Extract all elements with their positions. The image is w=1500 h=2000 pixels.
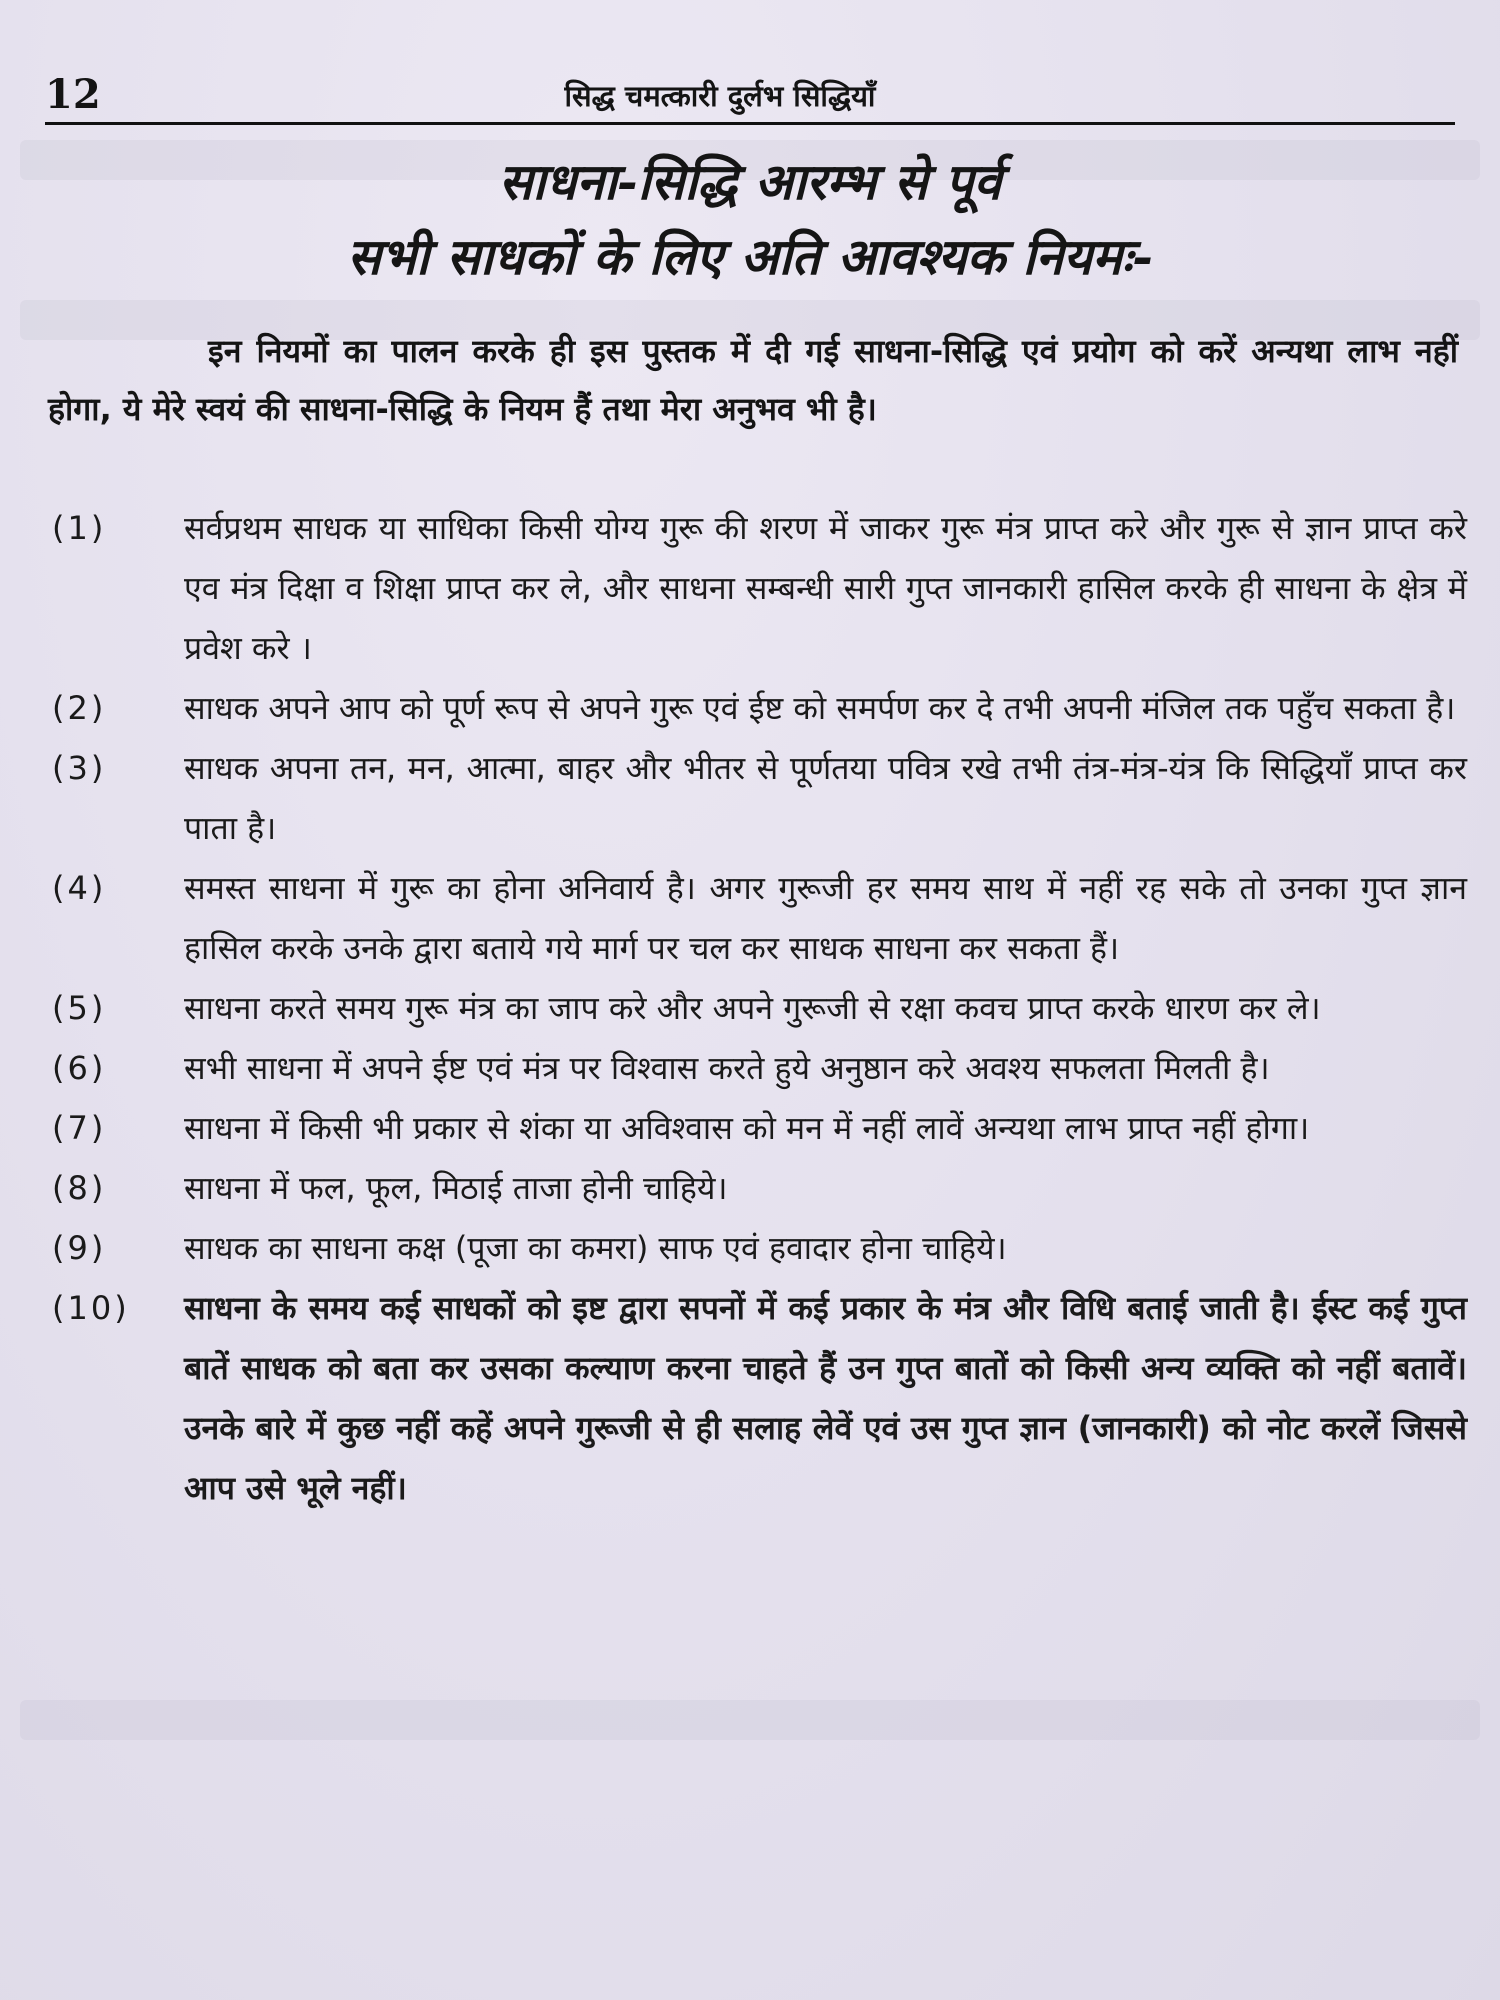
rule-number: (7) [52, 1109, 107, 1147]
rule-item [52, 1098, 1467, 1158]
rule-item [52, 678, 1467, 738]
rule-text: साधक अपने आप को पूर्ण रूप से अपने गुरू एवं ईष्ट को समर्पण कर दे तभी अपनी मंजिल तक पहुँच सकता है। [184, 689, 1456, 727]
rules-list [52, 498, 1467, 1518]
rule-item [52, 1038, 1467, 1098]
page-header [45, 72, 1455, 125]
rule-item [52, 978, 1467, 1038]
rule-text: साधना में फल, फूल, मिठाई ताजा होनी चाहिये। [184, 1169, 728, 1207]
rule-text: सभी साधना में अपने ईष्ट एवं मंत्र पर विश्वास करते हुये अनुष्ठान करे अवश्य सफलता मिलती है। [184, 1049, 1270, 1087]
bleed-through-band [20, 1700, 1480, 1740]
rule-text: साधना के समय कई साधकों को इष्ट द्वारा सपनों में कई प्रकार के मंत्र और विधि बताई जाती है। ईस्ट कई गुप्त बातें साधक को बता कर उसका कल्याण करना चाहते हैं उन गुप्त बातों को किसी अन्य व्यक्ति को नहीं बतावें। उनके बारे में कुछ नहीं कहें अपने गुरूजी से ही सलाह लेवें एवं उस गुप्त ज्ञान (जानकारी) को नोट करलें जिससे आप उसे भूले नहीं। [184, 1289, 1467, 1507]
rule-item [52, 498, 1467, 678]
rule-text: साधक का साधना कक्ष (पूजा का कमरा) साफ एवं हवादार होना चाहिये। [184, 1229, 1007, 1267]
section-heading-line-1: साधना-सिद्धि आरम्भ से पूर्व [498, 152, 1002, 211]
rule-number: (1) [52, 509, 107, 547]
rule-item [52, 1278, 1467, 1518]
rule-item [52, 1158, 1467, 1218]
rule-number: (9) [52, 1229, 107, 1267]
rule-number: (4) [52, 869, 107, 907]
rule-number: (6) [52, 1049, 107, 1087]
rule-number: (10) [52, 1289, 130, 1327]
intro-paragraph: इन नियमों का पालन करके ही इस पुस्तक में दी गई साधना-सिद्धि एवं प्रयोग को करें अन्यथा लाभ नहीं होगा, ये मेरे स्वयं की साधना-सिद्धि के नियम हैं तथा मेरा अनुभव भी है। [48, 332, 1458, 428]
rule-text: साधक अपना तन, मन, आत्मा, बाहर और भीतर से पूर्णतया पवित्र रखे तभी तंत्र-मंत्र-यंत्र कि सिद्धियाँ प्राप्त कर पाता है। [184, 749, 1467, 847]
rule-text: साधना करते समय गुरू मंत्र का जाप करे और अपने गुरूजी से रक्षा कवच प्राप्त करके धारण कर ले। [184, 989, 1321, 1027]
rule-item [52, 858, 1467, 978]
rule-item [52, 738, 1467, 858]
page-number: 12 [45, 71, 101, 118]
section-heading-line-2: सभी साधकों के लिए अति आवश्यक नियमः- [347, 227, 1153, 286]
rule-number: (3) [52, 749, 107, 787]
running-title: सिद्ध चमत्कारी दुर्लभ सिद्धियाँ [564, 79, 876, 113]
rule-text: समस्त साधना में गुरू का होना अनिवार्य है। अगर गुरूजी हर समय साथ में नहीं रह सके तो उनका गुप्त ज्ञान हासिल करके उनके द्वारा बताये गये मार्ग पर चल कर साधक साधना कर सकता हैं। [184, 869, 1467, 967]
rule-number: (2) [52, 689, 107, 727]
rule-number: (5) [52, 989, 107, 1027]
rule-item [52, 1218, 1467, 1278]
rule-text: सर्वप्रथम साधक या साधिका किसी योग्य गुरू की शरण में जाकर गुरू मंत्र प्राप्त करे और गुरू से ज्ञान प्राप्त करे एव मंत्र दिक्षा व शिक्षा प्राप्त कर ले, और साधना सम्बन्धी सारी गुप्त जानकारी हासिल करके ही साधना के क्षेत्र में प्रवेश करे । [184, 509, 1467, 667]
rule-text: साधना में किसी भी प्रकार से शंका या अविश्वास को मन में नहीं लावें अन्यथा लाभ प्राप्त नहीं होगा। [184, 1109, 1310, 1147]
rule-number: (8) [52, 1169, 107, 1207]
